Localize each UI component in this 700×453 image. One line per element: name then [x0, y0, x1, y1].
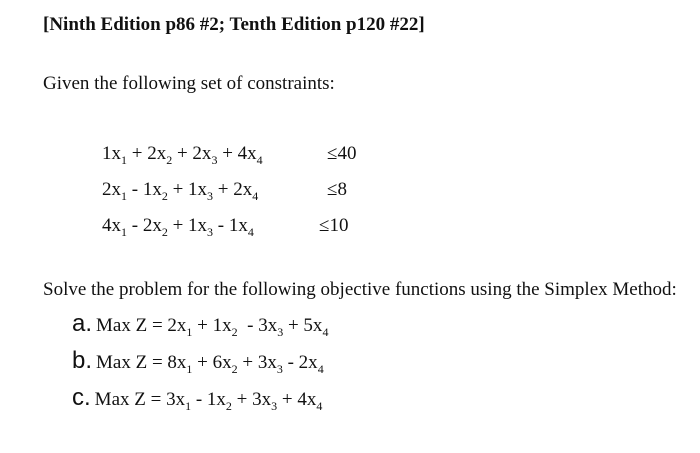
- term: - $1x_2$: [127, 179, 168, 203]
- objective-letter: b.: [72, 347, 93, 374]
- constraint-2-bound: [327, 179, 347, 201]
- term: $1x_1$: [102, 143, 127, 167]
- bound-value: 10: [329, 215, 349, 236]
- objective-letter: a.: [72, 310, 93, 337]
- instruction-text: Solve the problem for the following objective functions using the Simplex Method:: [43, 279, 677, 300]
- objective-c: [72, 384, 322, 412]
- problem-heading: [Ninth Edition p86 #2; Tenth Edition p120 #22]: [43, 14, 425, 35]
- term: + $2x_3$: [172, 143, 218, 167]
- constraint-1-bound: [327, 143, 356, 165]
- relation-symbol: ≤: [327, 179, 338, 200]
- objective-expression: Max $Z = 3x_1 - 1x_2 + 3x_3 + 4x_4$: [94, 389, 323, 413]
- term: $4x_1$: [102, 215, 127, 239]
- term: + $2x_4$: [213, 179, 259, 203]
- bound-value: 8: [337, 179, 347, 200]
- term: + $2x_2$: [127, 143, 173, 167]
- term: + $1x_3$: [167, 179, 214, 203]
- term: + $1x_3$: [167, 215, 214, 239]
- bound-value: 40: [337, 143, 357, 164]
- term: - $2x_2$: [127, 215, 168, 239]
- objective-a: [72, 310, 328, 338]
- term: + $4x_4$: [217, 143, 263, 167]
- objective-expression: Max $Z = 8x_1 + 6x_2 + 3x_3 - 2x_4$: [96, 352, 324, 376]
- constraint-3-bound: [319, 215, 348, 237]
- constraint-3-expression: [102, 215, 254, 237]
- relation-symbol: ≤: [319, 215, 330, 236]
- term: $2x_1$: [102, 179, 127, 203]
- objective-b: [72, 347, 324, 375]
- intro-text: Given the following set of constraints:: [43, 73, 335, 94]
- constraint-1-expression: [102, 143, 263, 165]
- constraint-2-expression: [102, 179, 258, 201]
- term: - $1x_4$: [213, 215, 254, 239]
- objective-letter: c.: [72, 384, 91, 411]
- objective-expression: Max $Z = 2x_1 + 1x_2 - 3x_3 + 5x_4$: [96, 315, 329, 339]
- relation-symbol: ≤: [327, 143, 338, 164]
